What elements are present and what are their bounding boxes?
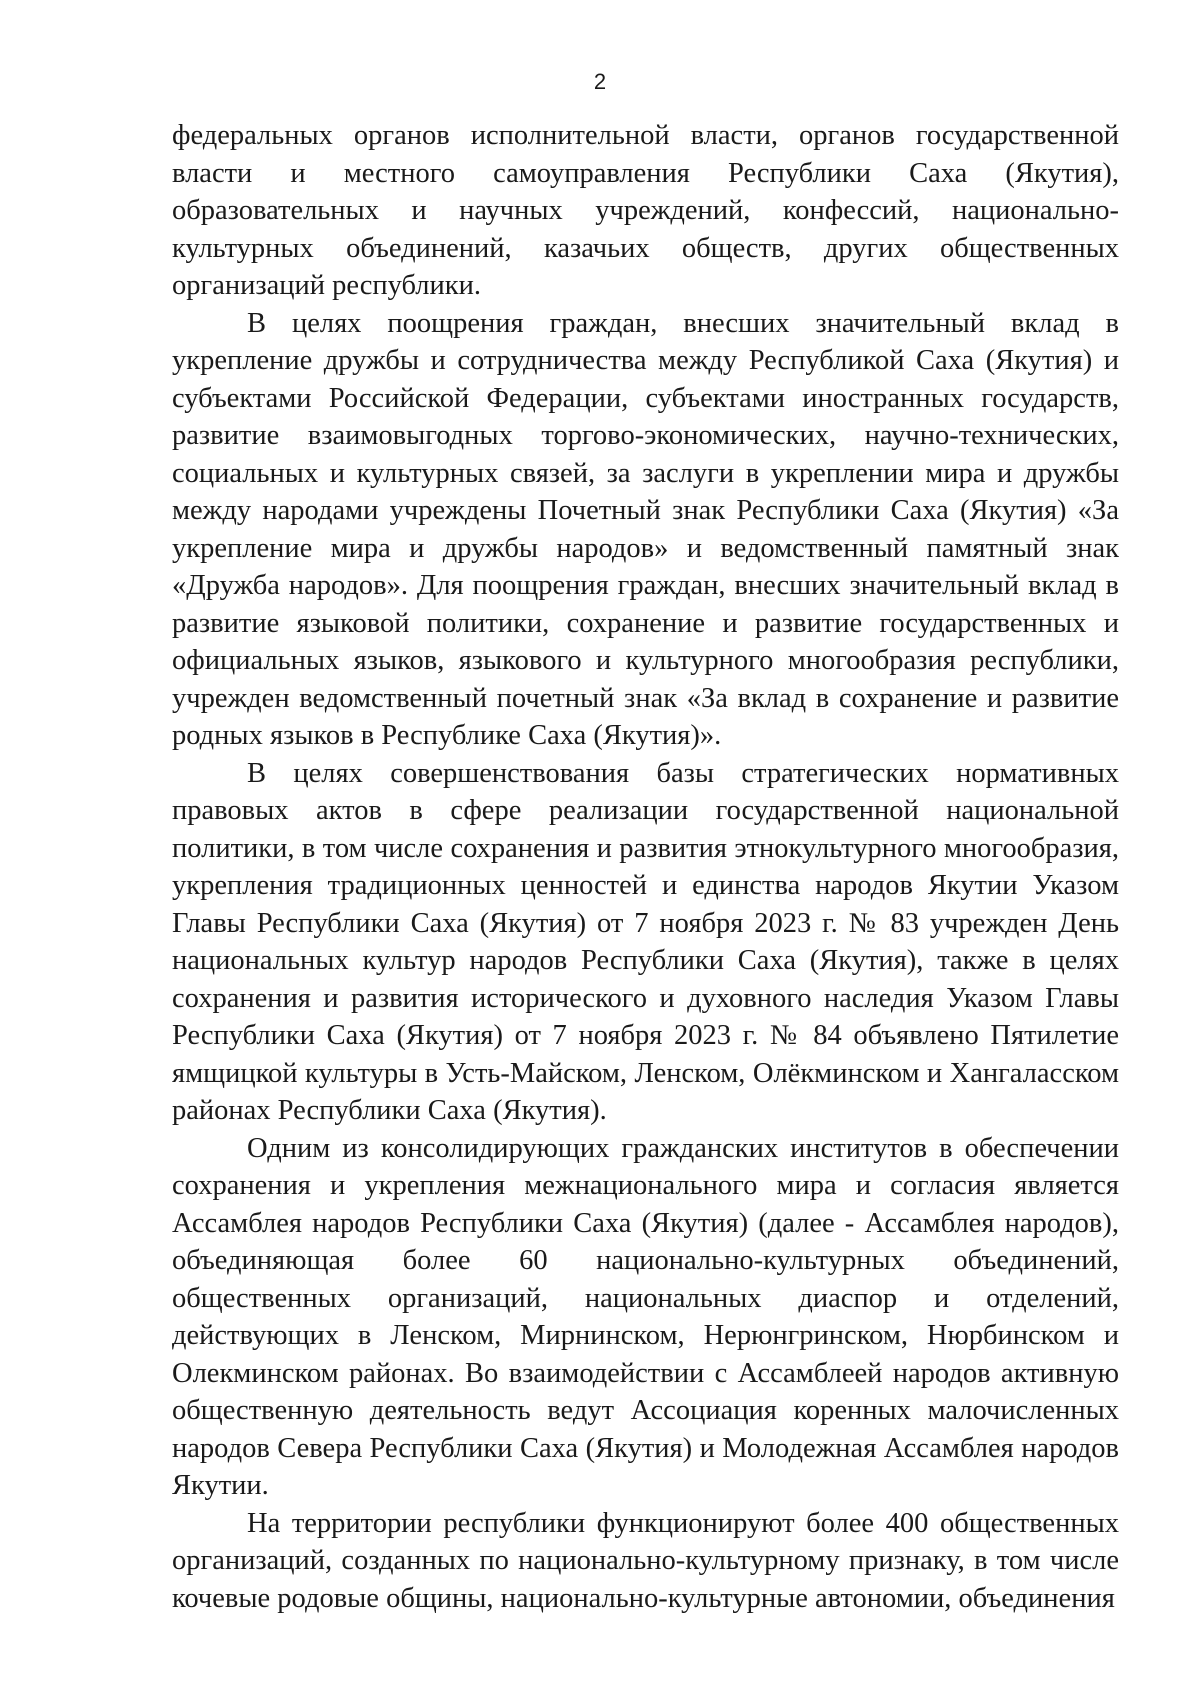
paragraph-4: Одним из консолидирующих гражданских институтов в обеспечении сохранения и укрепления межнационального мира и согласия является Ассамблея народов Республики Саха (Якутия) (далее - Ассамблея народов), объединяющая более 60 национально-культурных объединений, общественных организаций, национальных диаспор и отделений, действующих в Ленском, Мирнинском, Нерюнгринском, Нюрбинском и Олекминском районах. Во взаимодействии с Ассамблеей народов активную общественную деятельность ведут Ассоциация коренных малочисленных народов Севера Республики Саха (Якутия) и Молодежная Ассамблея народов Якутии. bbox=[172, 1132, 1119, 1501]
document-body bbox=[172, 117, 1119, 1617]
page-number: 2 bbox=[593, 69, 607, 94]
paragraph-1: федеральных органов исполнительной власти, органов государственной власти и местного самоуправления Республики Саха (Якутия), образовательных и научных учреждений, конфессий, национально-культурных объединений, казачьих обществ, других общественных организаций республики. bbox=[172, 120, 1119, 301]
paragraph-3: В целях совершенствования базы стратегических нормативных правовых актов в сфере реализации государственной национальной политики, в том числе сохранения и развития этнокультурного многообразия, укрепления традиционных ценностей и единства народов Якутии Указом Главы Республики Саха (Якутия) от 7 ноября 2023 г. № 83 учрежден День национальных культур народов Республики Саха (Якутия), также в целях сохранения и развития исторического и духовного наследия Указом Главы Республики Саха (Якутия) от 7 ноября 2023 г. № 84 объявлено Пятилетие ямщицкой культуры в Усть-Майском, Ленском, Олёкминском и Хангаласском районах Республики Саха (Якутия). bbox=[172, 757, 1119, 1126]
paragraph-2: В целях поощрения граждан, внесших значительный вклад в укрепление дружбы и сотрудничества между Республикой Саха (Якутия) и субъектами Российской Федерации, субъектами иностранных государств, развитие взаимовыгодных торгово-экономических, научно-технических, социальных и культурных связей, за заслуги в укреплении мира и дружбы между народами учреждены Почетный знак Республики Саха (Якутия) «За укрепление мира и дружбы народов» и ведомственный памятный знак «Дружба народов». Для поощрения граждан, внесших значительный вклад в развитие языковой политики, сохранение и развитие государственных и официальных языков, языкового и культурного многообразия республики, учрежден ведомственный почетный знак «За вклад в сохранение и развитие родных языков в Республике Саха (Якутия)». bbox=[172, 307, 1119, 751]
paragraph-5: На территории республики функционируют более 400 общественных организаций, созданных по национально-культурному признаку, в том числе кочевые родовые общины, национально-культурные автономии, объединения bbox=[172, 1507, 1119, 1614]
